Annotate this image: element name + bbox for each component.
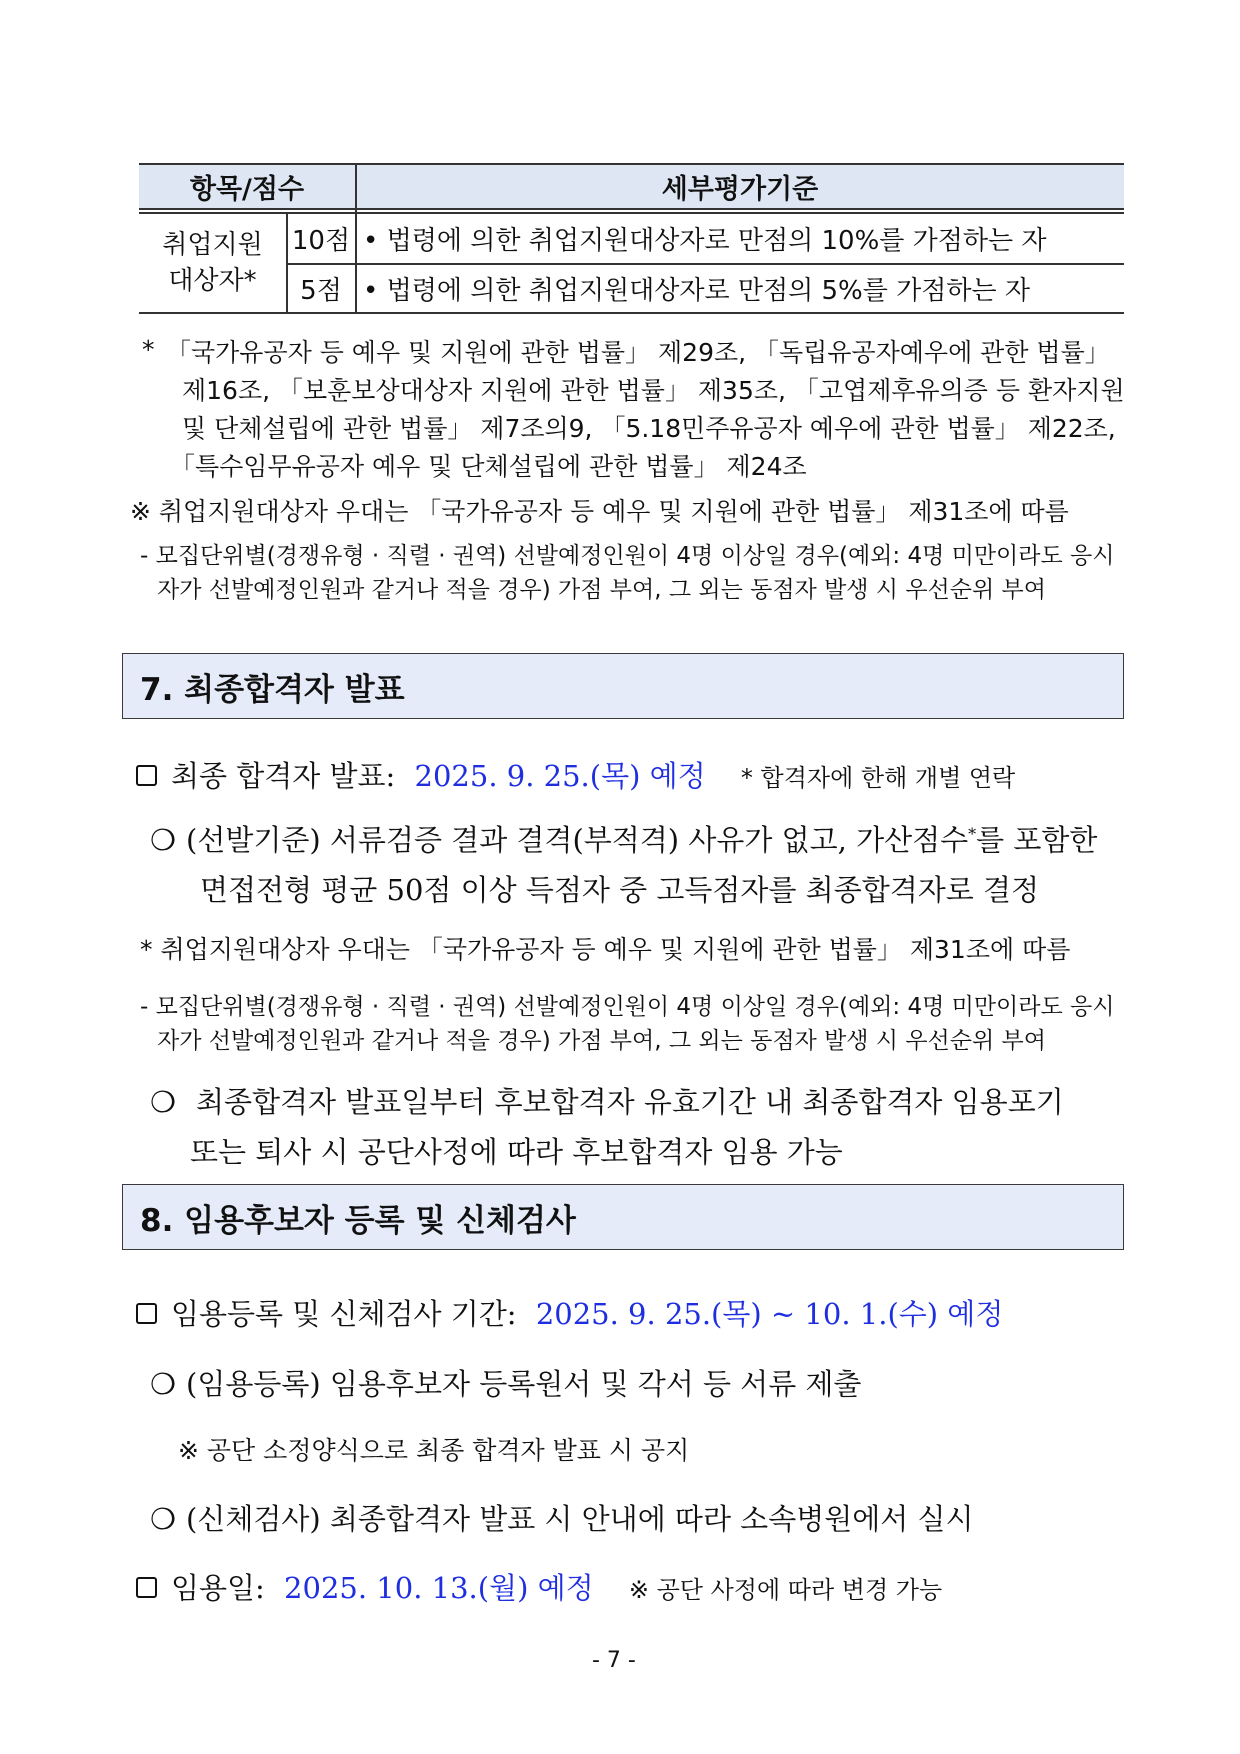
announce-label: 최종 합격자 발표: (171, 759, 396, 793)
table-header-item: 항목/점수 (139, 165, 355, 208)
condition-line: 자가 선발예정인원과 같거나 적을 경우) 가점 부여, 그 외는 동점자 발생 시 우선순위 부여 (157, 577, 1046, 603)
appoint-line (136, 1566, 942, 1607)
registration-text: (임용등록) 임용후보자 등록원서 및 각서 등 서류 제출 (186, 1367, 862, 1401)
criteria-sup: * (968, 824, 977, 844)
criteria-line (150, 818, 1097, 859)
category-line1: 취업지원 (162, 230, 263, 260)
preference-note: ※ 취업지원대상자 우대는 「국가유공자 등 예우 및 지원에 관한 법률」 제31조에 따름 (130, 497, 1069, 526)
reserve-line (150, 1080, 1064, 1121)
medical-line (150, 1497, 974, 1538)
appoint-label: 임용일: (171, 1571, 265, 1605)
checkbox-square-icon (136, 1303, 157, 1324)
criteria-line2: 면접전형 평균 50점 이상 득점자 중 고득점자를 최종합격자로 결정 (200, 873, 1040, 907)
category-line2: 대상자* (168, 266, 257, 296)
criteria-text: (선발기준) 서류검증 결과 결격(부적격) 사유가 없고, 가산점수 (186, 823, 969, 857)
circle-bullet-icon: ❍ (150, 1085, 176, 1119)
registration-note: ※ 공단 소정양식으로 최종 합격자 발표 시 공지 (178, 1436, 690, 1465)
footnote-law-line: 및 단체설립에 관한 법률」 제7조의9, 「5.18민주유공자 예우에 관한 법률」 제22조, (182, 414, 1116, 443)
footnote-star: * (142, 335, 155, 364)
reserve-line2: 또는 퇴사 시 공단사정에 따라 후보합격자 임용 가능 (190, 1135, 843, 1169)
appoint-note: ※ 공단 사정에 따라 변경 가능 (628, 1576, 943, 1604)
announce-note: * 합격자에 한해 개별 연락 (740, 764, 1016, 792)
table-row-detail: • 법령에 의한 취업지원대상자로 만점의 5%를 가점하는 자 (363, 275, 1030, 306)
footnote-law-line: 제16조, 「보훈보상대상자 지원에 관한 법률」 제35조, 「고엽제후유의증 등 환자지원 (182, 376, 1125, 405)
table-row-detail: • 법령에 의한 취업지원대상자로 만점의 10%를 가점하는 자 (363, 226, 1047, 256)
table-row-score: 5점 (300, 275, 342, 306)
circle-bullet-icon: ❍ (150, 823, 176, 857)
table-category-cell (139, 214, 286, 312)
announce-date: 2025. 9. 25.(목) 예정 (414, 759, 706, 793)
checkbox-square-icon (136, 1577, 157, 1598)
table-row-score: 10점 (291, 226, 351, 256)
condition-line: - 모집단위별(경쟁유형 · 직렬 · 권역) 선발예정인원이 4명 이상일 경우(예외: 4명 미만이라도 응시 (140, 543, 1115, 569)
section7-preference-note: * 취업지원대상자 우대는 「국가유공자 등 예우 및 지원에 관한 법률」 제31조에 따름 (140, 935, 1071, 964)
period-line (136, 1292, 1003, 1333)
period-label: 임용등록 및 신체검사 기간: (171, 1297, 517, 1331)
reserve-text: 최종합격자 발표일부터 후보합격자 유효기간 내 최종합격자 임용포기 (196, 1085, 1064, 1119)
footnote-law-line: 「국가유공자 등 예우 및 지원에 관한 법률」 제29조, 「독립유공자예우에 관한 법률」 (166, 338, 1110, 367)
criteria-table (139, 163, 1124, 314)
registration-line (150, 1362, 861, 1403)
checkbox-square-icon (136, 765, 157, 786)
circle-bullet-icon: ❍ (150, 1502, 176, 1536)
section8-title: 8. 임용후보자 등록 및 신체검사 (122, 1184, 1124, 1250)
period-date: 2025. 9. 25.(목) ~ 10. 1.(수) 예정 (535, 1297, 1004, 1331)
page-number: - 7 - (592, 1648, 636, 1673)
announce-line (136, 754, 1015, 795)
footnote-law-line: 「특수임무유공자 예우 및 단체설립에 관한 법률」 제24조 (170, 452, 807, 481)
appoint-date: 2025. 10. 13.(월) 예정 (284, 1571, 594, 1605)
section7-title: 7. 최종합격자 발표 (122, 653, 1124, 719)
section7-condition-line: - 모집단위별(경쟁유형 · 직렬 · 권역) 선발예정인원이 4명 이상일 경우(예외: 4명 미만이라도 응시 (140, 994, 1115, 1020)
criteria-text-post: 를 포함한 (976, 823, 1098, 857)
table-header-detail: 세부평가기준 (356, 165, 1124, 208)
section7-condition-line: 자가 선발예정인원과 같거나 적을 경우) 가점 부여, 그 외는 동점자 발생 시 우선순위 부여 (157, 1028, 1046, 1054)
circle-bullet-icon: ❍ (150, 1367, 176, 1401)
medical-text: (신체검사) 최종합격자 발표 시 안내에 따라 소속병원에서 실시 (186, 1502, 974, 1536)
